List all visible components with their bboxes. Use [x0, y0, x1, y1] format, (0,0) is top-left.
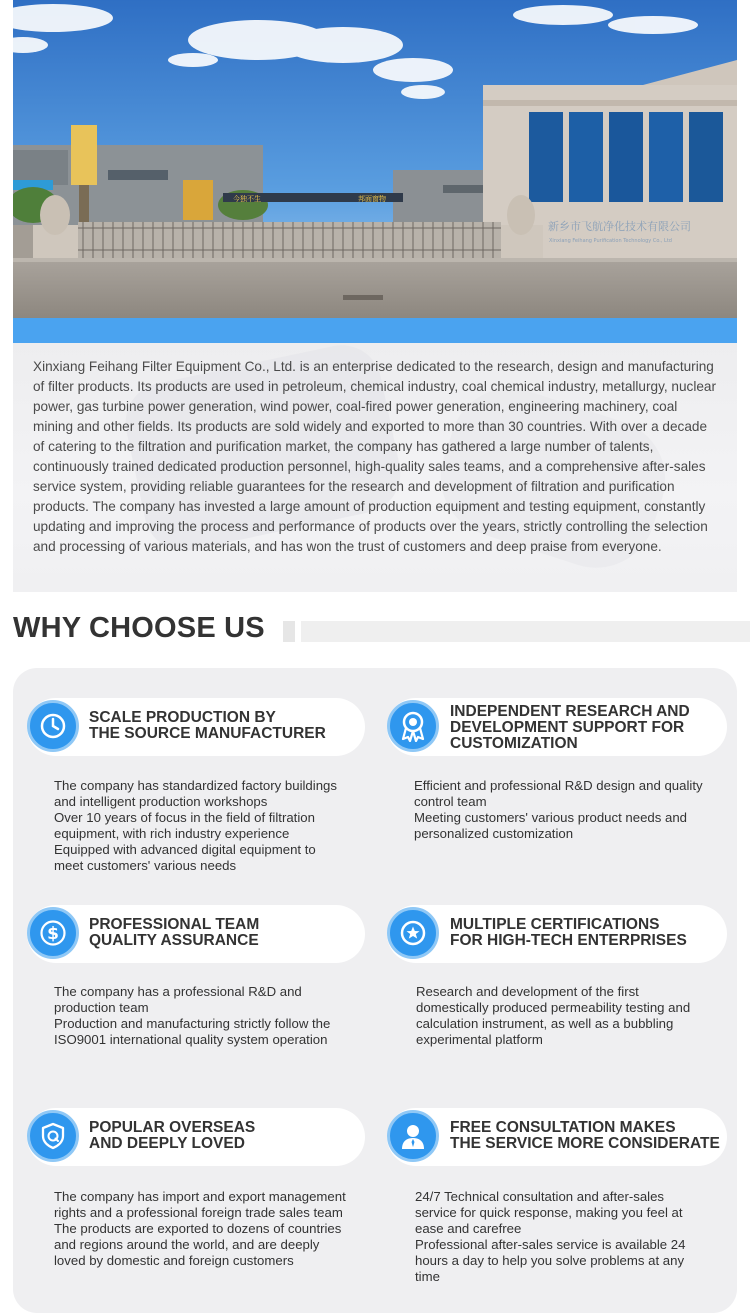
feature-description: Efficient and professional R&D design and quality control team Meeting customers' various product needs and personalized customization — [414, 778, 703, 841]
feature-title: MULTIPLE CERTIFICATIONS FOR HIGH-TECH ENTERPRISES — [450, 916, 687, 949]
building-sign-en: Xinxiang Feihang Purification Technology Co., Ltd — [549, 238, 672, 244]
factory-gate-photo — [13, 0, 737, 318]
intro-text: Xinxiang Feihang Filter Equipment Co., Ltd. is an enterprise dedicated to the research, design and manufacturing of filter products. Its products are used in petroleum, chemical industry, coal chemical industry, metallurgy, nuclear power, gas turbine power generation, wind power, coal-fired power generation, engineering machinery, coal mining and other fields. Its products are sold widely and exported to more than 30 countries. With over a decade of catering to the filtration and purification market, the company has gathered a large number of talents, continuously trained dedicated production personnel, high-quality sales teams, and a comprehensive after-sales service system, providing reliable guarantees for the research and development of filtration and purification products. The company has invested a large amount of production equipment and testing equipment, constantly updating and improving the process and performance of products over the years, strictly controlling the selection and processing of various materials, and has won the trust of customers and deep praise from everyone. — [33, 359, 717, 554]
feature-description: The company has a professional R&D and production team Production and manufacturing strictly follow the ISO9001 international quality system operation — [54, 984, 331, 1047]
feature-title: PROFESSIONAL TEAM QUALITY ASSURANCE — [89, 916, 260, 949]
feature-icon-circle — [387, 1110, 439, 1162]
heading-underline-bar — [301, 621, 750, 642]
accent-bar — [13, 318, 737, 343]
award-icon — [398, 710, 428, 742]
feature-description: The company has import and export management rights and a professional foreign trade sales team The products are exported to dozens of countries and regions around the world, and are deeply loved by domestic and foreign customers — [54, 1189, 346, 1268]
feature-title: FREE CONSULTATION MAKES THE SERVICE MORE CONSIDERATE — [450, 1119, 720, 1152]
person-icon — [399, 1122, 427, 1150]
features-panel — [13, 668, 737, 1313]
heading-decoration — [283, 621, 295, 642]
feature-description: The company has standardized factory buildings and intelligent production workshops Over 10 years of focus in the field of filtration equipment, with rich industry experience Equipped with advanced digital equipment to meet customers' various needs — [54, 778, 337, 873]
gate-sign-right: 邦面窗物 — [358, 195, 386, 203]
feature-title: INDEPENDENT RESEARCH AND DEVELOPMENT SUPPORT FOR CUSTOMIZATION — [450, 703, 690, 752]
feature-description: Research and development of the first domestically produced permeability testing and calculation instrument, as well as a bubbling experimental platform — [416, 984, 691, 1047]
feature-title: SCALE PRODUCTION BY THE SOURCE MANUFACTURER — [89, 709, 326, 742]
feature-icon-circle — [387, 700, 439, 752]
feature-icon-circle — [387, 907, 439, 959]
star-icon — [400, 920, 426, 946]
feature-icon-circle — [27, 1110, 79, 1162]
feature-title: POPULAR OVERSEAS AND DEEPLY LOVED — [89, 1119, 256, 1152]
dollar-icon — [40, 920, 66, 946]
building-sign-cn: 新乡市飞航净化技术有限公司 — [548, 220, 691, 233]
feature-icon-circle — [27, 700, 79, 752]
shield-icon — [40, 1122, 66, 1150]
feature-description: 24/7 Technical consultation and after-sales service for quick response, making you feel at ease and carefree Professional after-sales service is available 24 hours a day to help you solve problems at any time — [415, 1189, 686, 1284]
svg-text:$: $ — [47, 924, 59, 944]
clock-icon — [40, 713, 66, 739]
factory-illustration — [13, 0, 737, 318]
company-intro — [13, 343, 737, 592]
section-heading: WHY CHOOSE US — [13, 612, 265, 644]
feature-icon-circle — [27, 907, 79, 959]
gate-sign-left: 今独不生 — [233, 195, 261, 203]
